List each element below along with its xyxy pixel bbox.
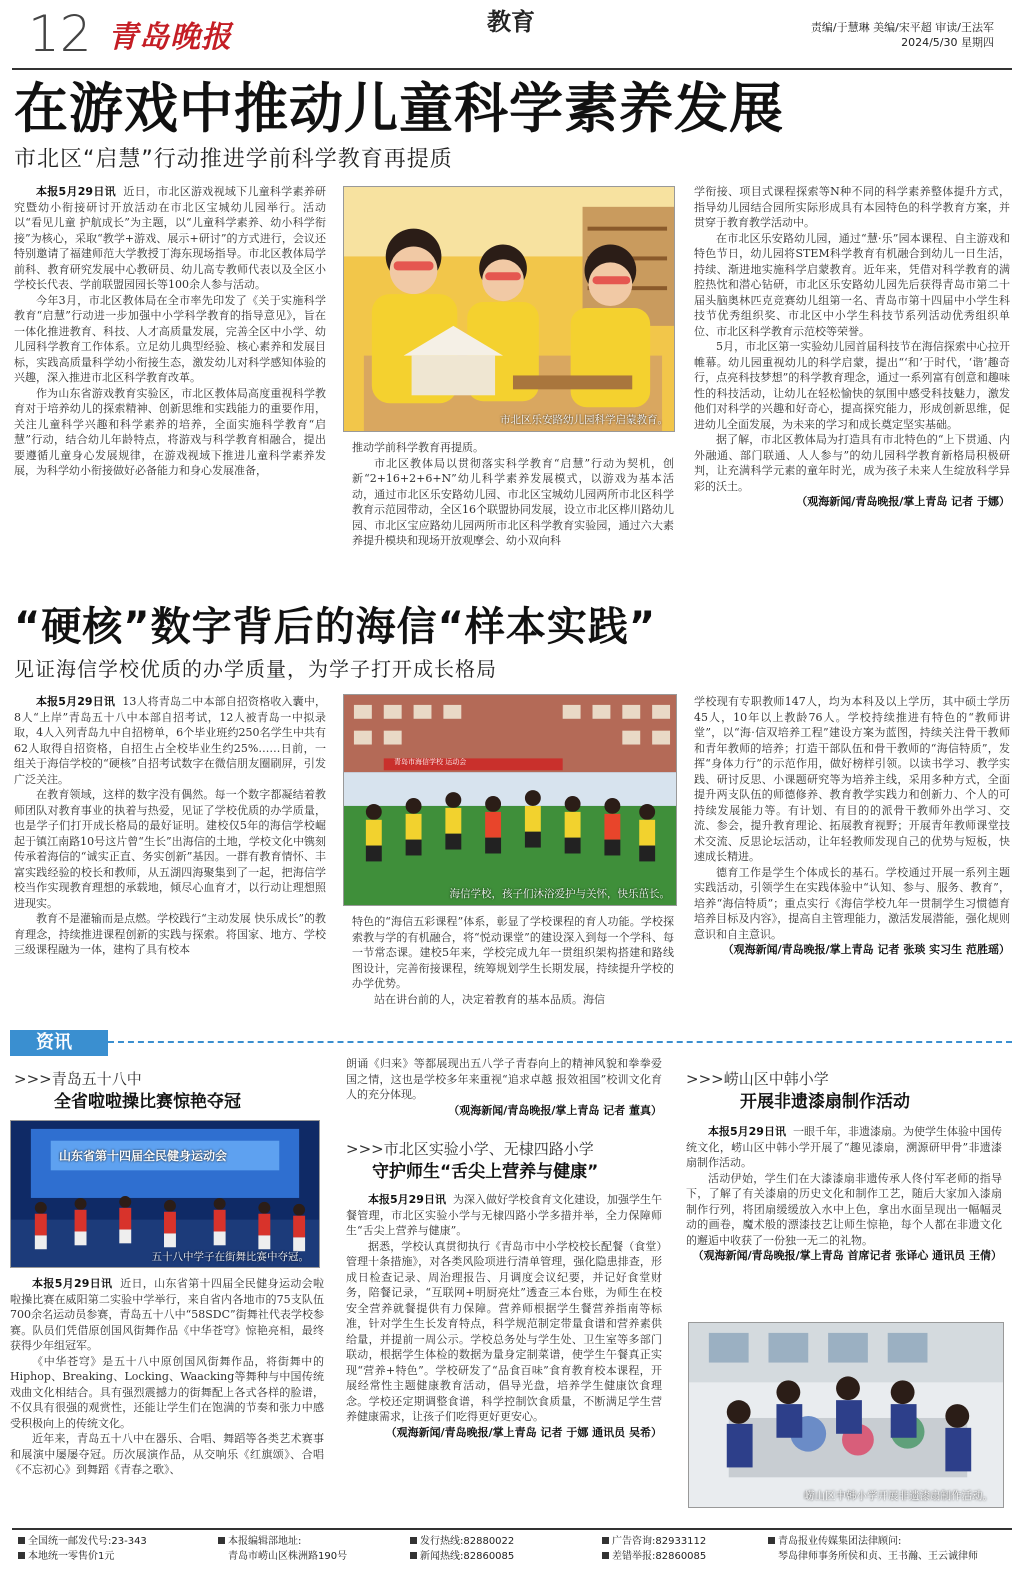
article2-paragraph: 特色的“海信五彩课程”体系，彰显了学校课程的育人功能。学校探索教与学的有机融合，将“悦动课堂”的建设深入到每一个学科、每一节常态课。建校5年来，学校完成九年一贯组织架构搭建和路线图设计，完善衔接课程，统筹规划学生长期发展，持续提升学校的办学优势。 [352,915,674,990]
article1-paragraph: 今年3月，市北区教体局在全市率先印发了《关于实施科学教育“启慧”行动进一步加强中小学科学教育的指导意见》，旨在一体化推进教育、科技、人才高质量发展，完善全区中小学、幼儿园科学教育工作体系。立足幼儿典型经验、核心素养和发展目标，实践高质量科学幼小衔接生态，激发幼儿对科学感知体验的兴趣，深入推进市北区科学教育改革。 [14,293,326,384]
footer-legal [768,1534,978,1564]
brief1-paragraph: 《中华苍穹》是五十八中原创国风街舞作品，将街舞中的Hiphop、Breaking、Locking、Waacking等舞种与中国传统戏曲文化相结合。具有强烈震撼力的街舞配上各式各样的脸谱，不仅具有很强的观赏性，还能让学生们在饱满的节奏和张力中感受积极向上的传统文化。 [10,1354,324,1430]
brief1-body-continued [346,1056,662,1130]
brief2-paragraph: 为深入做好学校食育文化建设，加强学生午餐管理，市北区实验小学与无棣四路小学多措并举，全力保障师生“舌尖上营养与健康”。 [346,1193,662,1237]
footer-error-report: 差错举报:82860085 [612,1551,707,1562]
bullet-square-icon [602,1552,609,1559]
news-brief-tag: 资讯 [10,1030,108,1056]
brief1-body [10,1276,324,1512]
brief3-photo-caption: 崂山区中韩小学开展非遗漆扇制作活动。 [804,1490,993,1502]
page-number: 12 [28,5,92,63]
footer-address-label: 本报编辑部地址: [228,1536,302,1547]
brief1-kicker: >>>青岛五十八中 [14,1070,142,1088]
footer-address [218,1534,347,1564]
brief2-credit: （观海新闻/青岛晚报/掌上青岛 记者 于娜 通讯员 吴希） [385,1425,662,1439]
footer-hotlines [410,1534,514,1564]
brief2-kicker: >>>市北区实验小学、无棣四路小学 [346,1140,594,1158]
footer-legal-counsel-label: 青岛报业传媒集团法律顾问: [778,1536,902,1547]
brief2-body [346,1192,662,1512]
brief1-paragraph: 近年来，青岛五十八中在器乐、合唱、舞蹈等各类艺术赛事和展演中屡屡夺冠。历次展演作品，从交响乐《红旗颂》、合唱《不忘初心》到舞蹈《青春之歌》、 [10,1432,324,1476]
article1-column-3 [694,184,1010,580]
footer-contacts [602,1534,706,1564]
brief3-kicker: >>>崂山区中韩小学 [686,1070,829,1088]
article1-paragraph: 作为山东省游戏教育实验区，市北区教体局高度重视科学教育对于培养幼儿的探索精神、创新思维和实践能力的重要作用，关注儿童科学兴趣和科学素养的培养，全面实施科学教育“启慧”行动，结合幼儿年龄特点，将游戏与科学教育相融合，提出要遵循儿童身心发展规律，在游戏视域下推进儿童科学素养发展，为科学幼小衔接做好必备能力和身心发展准备， [14,386,326,477]
article2-subhead: 见证海信学校优质的办学质量，为学子打开成长格局 [14,657,497,681]
bullet-square-icon [18,1552,25,1559]
brief1-byline: 本报5月29日讯 [32,1277,113,1290]
article2-column-2 [352,914,674,1024]
header-divider [12,68,1012,70]
article2-headline: “硬核”数字背后的海信“样本实践” [14,604,657,650]
brief1-heading [14,1068,326,1114]
article1-paragraph: 据了解，市北区教体局为打造具有市北特色的“上下贯通、内外融通、部门联通、人人参与”的幼儿园科学教育新格局积极研判，让充满科学元素的童年时光，成为孩子未来人生绽放科学异彩的沃土。 [694,433,1010,493]
footer [12,1534,1012,1568]
brief1-title: 全省啦啦操比赛惊艳夺冠 [54,1092,241,1112]
footer-ad-inquiry: 广告咨询:82933112 [612,1536,707,1547]
brief3-title: 开展非遗漆扇制作活动 [740,1092,910,1112]
brief2-byline: 本报5月29日讯 [368,1193,446,1206]
article1-byline: 本报5月29日讯 [36,185,116,198]
footer-news-hotline: 新闻热线:82860085 [420,1551,515,1562]
bullet-square-icon [218,1537,225,1544]
newspaper-logo: 青岛晚报 [108,20,232,55]
article1-paragraph: 5月，市北区第一实验幼儿园首届科技节在海信探索中心拉开帷幕。幼儿园重视幼儿的科学启蒙，提出“‘和’于时代，‘谐’趣奇行，点亮科技梦想”的科学教育理念，通过一系列富有创意和趣味性的科技活动，让幼儿在轻松愉快的氛围中感受科技魅力，激发他们对科学的兴趣和好奇心，提高探究能力，形成创新思维，促进幼儿全面发展，为未来的学习和成长奠定坚实基础。 [694,340,1010,431]
footer-address-value: 青岛市崂山区株洲路190号 [228,1551,348,1562]
section-title: 教育 [487,8,535,36]
bullet-square-icon [410,1552,417,1559]
article2-photo-sports-day [343,694,677,906]
article2-photo-banner: 青岛市海信学校 运动会 [394,758,467,766]
article2-paragraph: 教育不是灌输而是点燃。学校践行“主动发展 快乐成长”的教育理念，持续推进课程创新的实践与探索。将国家、地方、学校三级课程融为一体，建构了具有校本 [14,912,326,956]
brief1-photo-caption: 五十八中学子在街舞比赛中夺冠。 [151,1251,309,1263]
bullet-square-icon [602,1537,609,1544]
article2-column-3 [694,694,1010,1024]
brief3-photo-lacquer-fan [688,1322,1004,1508]
editor-credits [811,20,994,50]
brief-divider [108,1041,1012,1043]
footer-legal-counsel: 琴岛律师事务所侯和贞、王书瀚、王云诚律师 [778,1551,978,1562]
brief3-heading [686,1068,1010,1114]
issue-date: 2024/5/30 星期四 [901,36,994,49]
footer-divider [12,1528,1012,1530]
brief2-title: 守护师生“舌尖上营养与健康” [372,1162,599,1182]
article1-headline: 在游戏中推动儿童科学素养发展 [14,77,784,140]
article1-paragraph: 市北区教体局以贯彻落实科学教育“启慧”行动为契机，创新“2+16+2+6+N”幼儿科学素养发展模式，以游戏为基本活动，通过市北区乐安路幼儿园、市北区宝城幼儿园两所市北区科学教育示范园带动，全区16个联盟协同发展，设立市北区桦川路幼儿园、市北区宝应路幼儿园两所市北区科学教育实验园，通过六大素养提升模块和现场开放观摩会、幼小双向科 [352,456,674,547]
article1-photo-caption: 市北区乐安路幼儿园科学启蒙教育。 [500,414,668,426]
brief1-paragraph: 朗诵《归来》等都展现出五八学子青春向上的精神风貌和拳拳爱国之情，这也是学校多年来重视“追求卓越 报效祖国”校训文化育人的充分体现。 [346,1057,662,1101]
article1-paragraph: 学衔接、项目式课程探索等N种不同的科学素养整体提升方式，指导幼儿园结合园所实际形成具有本园特色的科学教育方案，并贯穿于教育教学活动中。 [694,185,1010,229]
brief3-body [686,1124,1002,1314]
article1-paragraph: 在市北区乐安路幼儿园，通过“慧·乐”园本课程、自主游戏和特色节日，幼儿园将STEM科学教育有机融合到幼儿一日生活，持续、渐进地实施科学启蒙教育。近年来，凭借对科学教育的满腔热忱和潜心钻研，市北区乐安路幼儿园先后获得青岛市第二十届头脑奥林匹克竞赛幼儿组第一名、青岛市第十四届中小学生科技节优秀组织奖、市北区中小学生科技节系列活动优秀组织单位、市北区科学教育示范校等荣誉。 [694,231,1010,338]
editor-names: 责编/于慧琳 美编/宋平超 审读/王法军 [810,21,994,34]
footer-retail-price: 本地统一零售价1元 [28,1551,115,1562]
article2-paragraph: 学校现有专职教师147人，均为本科及以上学历，其中硕士学历45人，10年以上教龄76人。学校持续推进有特色的“教师讲堂”，以“海·信双培养工程”建设方案为蓝图，持续关注骨干教师和青年教师的培养；打造干部队伍和骨干教师的“海信特质”，发挥“身体力行”的示范作用，做好榜样引领。以读书学习、教学实践、研讨反思、小课题研究等为培养主线，采用多种方式，全面提升两支队伍的师德修养、教育教学实践力和创新力、个人的可持续发展能力等。有计划、有目的的派骨干教师外出学习、交流、参会，提升教育理论、拓展教育视野；开展青年教师课堂技术交流、反思论坛活动，让年轻教师发现自己的优势与短板，快速成长精进。 [694,695,1010,863]
article2-paragraph: 在教育领域，这样的数字没有偶然。每一个数字都凝结着教师团队对教育事业的执着与热爱，见证了学校优质的办学质量，也是学子们打开成长格局的最好证明。建校仅5年的海信学校崛起于镇江南路10号这片曾“生长”出海信的土地，学校文化中镌刻传承着海信的“诚实正直、务实创新”基因。一群有教育情怀、丰富实践经验的校长和教师，从五湖四海聚集到了一起，把海信学校当作实现教育理想的承载地，倾尽心血育才，以行动让理想照进现实。 [14,788,326,910]
article1-column-2 [352,440,674,580]
footer-distribution-hotline: 发行热线:82880022 [420,1536,515,1547]
article2-credit: （观海新闻/青岛晚报/掌上青岛 记者 张琰 实习生 范胜瑶） [722,943,1010,956]
bullet-square-icon [768,1537,775,1544]
article2-column-1 [14,694,326,1024]
article2-photo-caption: 海信学校，孩子们沐浴爱护与关怀，快乐茁长。 [449,888,670,900]
article2-byline: 本报5月29日讯 [36,695,116,708]
brief3-paragraph: 一眼千年，非遗漆扇。为使学生体验中国传统文化，崂山区中韩小学开展了“趣见漆扇，溯源研甲骨”非遗漆扇制作活动。 [686,1125,1002,1169]
masthead [0,0,1024,70]
brief3-credit: （观海新闻/青岛晚报/掌上青岛 首席记者 张译心 通讯员 王倩） [692,1249,1002,1262]
brief1-credit: （观海新闻/青岛晚报/掌上青岛 记者 董真） [448,1103,662,1117]
brief3-paragraph: 活动伊始，学生们在大漆漆扇非遗传承人佟付军老师的指导下，了解了有关漆扇的历史文化和制作工艺，随后大家加入漆扇制作行列，将团扇缓缓放入水中上色，拿出水面呈现出一幅幅灵动的画卷，魔术般的漂漆技艺让师生惊艳，每个人都在非遗文化的邂逅中收获了一份独一无二的礼物。 [686,1171,1002,1247]
brief2-heading [346,1138,662,1184]
brief1-paragraph: 近日，山东省第十四届全民健身运动会啦啦操比赛在威阳第二实验中学举行，来自省内各地市的75支队伍700余名运动员参赛，青岛五十八中“58SDC”街舞社代表学校参赛。队员们凭借原创国风街舞作品《中华苍穹》惊艳亮相，最终获得少年组冠军。 [10,1277,324,1352]
brief1-photo-banner: 山东省第十四届全民健身运动会 [59,1149,228,1163]
brief2-paragraph: 据悉，学校认真贯彻执行《青岛市中小学校校长配餐（食堂）管理十条措施》，对各类风险项进行清单管理，强化隐患排查，形成日检查记录、周治理报告、月调度会议纪要，并记好食堂财务，陪餐记录，“互联网+明厨亮灶”透查三本台账，为师生在校安全营养就餐提供有力保障。营养师根据学生餐营养指南等标准，针对学生生长发育特点，科学规范制定带量食谱和营养素供给量，并提前一周公示。学校总务处与学生处、卫生室等多部门联动，根据学生体检的数据为量身定制菜谱，使学生午餐真正实现“营养+特色”。学校研发了“品食百味”食育教育校本课程，开展经常性主题健康教育活动，倡导光盘，培养学生健康饮食理念。学校还定期调整食谱，科学控制饮食质量，不断满足学生营养健康需求，让孩子们吃得更好更安心。 [346,1239,662,1423]
article1-paragraph: 近日，市北区游戏视域下儿童科学素养研究暨幼小衔接研讨开放活动在市北区宝城幼儿园举行。活动以“看见儿童 护航成长”为主题，以“儿童科学素养、幼小科学衔接”为核心，采取“教学+游戏、展示+研讨”的方式进行，会议还特别邀请了福建师范大学教授丁海东现场指导。市北区教体局学前科、教育研究发展中心教研员、幼儿高专教师代表以及全区小学校长代表、学前联盟园园长等100余人参与活动。 [14,185,326,291]
article2-paragraph: 13人将青岛二中本部自招资格收入囊中，8人“上岸”青岛五十八中本部自招考试，12人被青岛一中拟录取，4人入列青岛九中自招榜单，6个毕业班约250名学生中共有62人取得自招资格，自招生占全校毕业生约25%……日前，一组关于海信学校的“硬核”自招考试数字在微信朋友圈刷屏，引发广泛关注。 [14,695,326,786]
article1-credit: （观海新闻/青岛晚报/掌上青岛 记者 于娜） [796,495,1010,508]
article1-column-1 [14,184,326,580]
brief3-byline: 本报5月29日讯 [708,1125,786,1138]
article2-paragraph: 德育工作是学生个体成长的基石。学校通过开展一系列主题实践活动，引领学生在实践体验中“认知、参与、服务、教育”，培养“海信特质”；重点实行《海信学校九年一贯制学生习惯德育培养目标及内容》，提高自主管理能力，激活发展潜能，强化规则意识和自主意识。 [694,865,1010,941]
article1-photo-science-class [343,186,675,432]
bullet-square-icon [18,1537,25,1544]
footer-postal-code: 全国统一邮发代号:23-343 [28,1536,147,1547]
article2-paragraph: 站在讲台前的人，决定着教育的基本品质。海信 [374,992,605,1006]
article1-subhead: 市北区“启慧”行动推进学前科学教育再提质 [14,147,453,172]
footer-distribution [18,1534,147,1564]
brief1-photo-cheer-dance [10,1120,320,1268]
article1-paragraph: 推动学前科学教育再提质。 [352,441,484,454]
bullet-square-icon [410,1537,417,1544]
